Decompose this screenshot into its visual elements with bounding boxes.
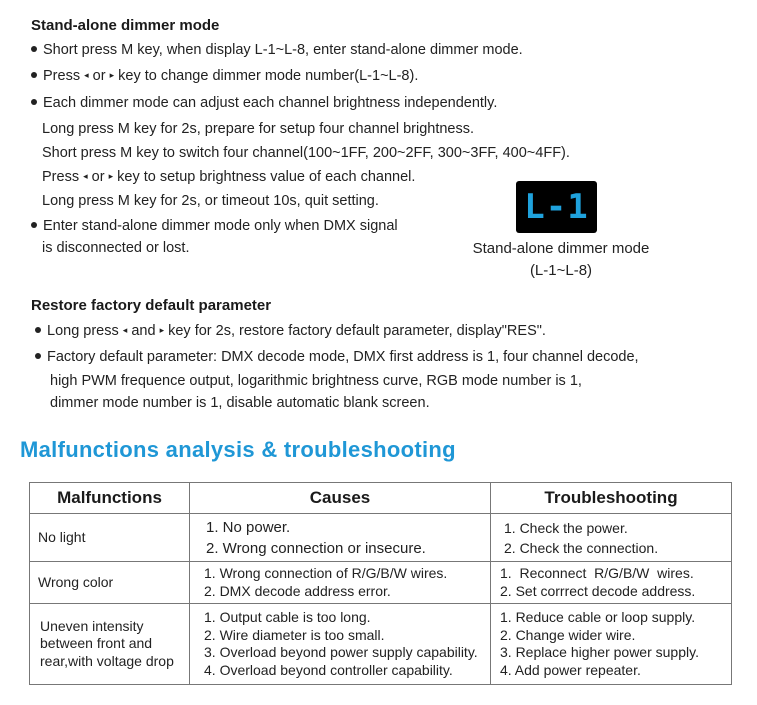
malfunction-cell: [30, 514, 190, 562]
cause-text: 2. DMX decode address error.: [204, 582, 391, 599]
malfunction-cell: [30, 604, 190, 685]
fix-text: 4. Add power repeater.: [500, 661, 641, 678]
standalone-bullet-3: Each dimmer mode can adjust each channel brightness independently.: [31, 95, 497, 111]
header-troubleshooting: Troubleshooting: [491, 483, 732, 514]
header-causes: Causes: [190, 483, 491, 514]
restore-line-4: dimmer mode number is 1, disable automatic blank screen.: [50, 395, 430, 411]
fix-text: 1. Check the power.: [504, 519, 628, 536]
bullet-icon: [31, 46, 37, 52]
table-row: [30, 604, 732, 685]
fix-cell: [491, 562, 732, 604]
fix-text: 3. Replace higher power supply.: [500, 644, 699, 660]
fix-text: 2. Set corrrect decode address.: [500, 582, 696, 599]
display-caption-line-2: (L-1~L-8): [529, 262, 593, 279]
causes-cell: [190, 604, 491, 685]
bullet-icon: [31, 72, 37, 78]
fix-text: 1. Reconnect R/G/B/W wires.: [500, 565, 694, 581]
standalone-bullet-2: Press ◂ or ▸ key to change dimmer mode number(L-1~L-8).: [31, 68, 418, 84]
malfunction-text: between front and: [40, 635, 153, 652]
fix-text: 2. Change wider wire.: [500, 626, 636, 643]
bullet-icon: [31, 99, 37, 105]
table-row: [30, 562, 732, 604]
causes-cell: [190, 514, 491, 562]
header-malfunctions: Malfunctions: [30, 483, 190, 514]
right-arrow-icon: ▸: [108, 171, 114, 181]
standalone-bullet-1: Short press M key, when display L-1~L-8, enter stand-alone dimmer mode.: [31, 42, 523, 58]
display-caption-line-1: Stand-alone dimmer mode: [472, 240, 650, 257]
standalone-line-5: Short press M key to switch four channel(100~1FF, 200~2FF, 300~3FF, 400~4FF).: [42, 145, 570, 161]
right-arrow-icon: ▸: [159, 325, 165, 335]
fix-text: 2. Check the connection.: [504, 539, 659, 556]
standalone-line-7: Long press M key for 2s, or timeout 10s, quit setting.: [42, 193, 379, 209]
cause-text: 1. Output cable is too long.: [204, 609, 371, 625]
standalone-title: Stand-alone dimmer mode: [31, 17, 220, 34]
standalone-line-6: Press ◂ or ▸ key to setup brightness value of each channel.: [42, 169, 416, 185]
malfunction-text: Uneven intensity: [40, 617, 144, 634]
restore-title: Restore factory default parameter: [31, 297, 272, 314]
right-arrow-icon: ▸: [109, 70, 115, 80]
causes-cell: [190, 562, 491, 604]
cause-text: 2. Wire diameter is too small.: [204, 626, 385, 643]
cause-text: 1. No power.: [206, 518, 291, 536]
fix-cell: [491, 604, 732, 685]
malfunctions-table: [29, 482, 732, 685]
standalone-line-9: is disconnected or lost.: [42, 240, 190, 256]
restore-bullet-1: Long press ◂ and ▸ key for 2s, restore factory default parameter, display"RES".: [35, 323, 546, 339]
malfunction-text: Wrong color: [38, 573, 114, 590]
fix-cell: [491, 514, 732, 562]
table-row: [30, 514, 732, 562]
cause-text: 4. Overload beyond controller capability.: [204, 661, 453, 678]
fix-text: 1. Reduce cable or loop supply.: [500, 609, 696, 625]
bullet-icon: [35, 327, 41, 333]
cause-text: 2. Wrong connection or insecure.: [206, 539, 426, 557]
standalone-line-4: Long press M key for 2s, prepare for setup four channel brightness.: [42, 121, 475, 137]
bullet-icon: [31, 222, 37, 228]
left-arrow-icon: ◂: [84, 70, 89, 80]
cause-text: 3. Overload beyond power supply capability.: [204, 644, 478, 660]
left-arrow-icon: ◂: [83, 171, 88, 181]
malfunctions-section-title: Malfunctions analysis & troubleshooting: [20, 437, 456, 462]
lcd-display-text: L-1: [524, 187, 589, 227]
lcd-display: [516, 181, 597, 233]
cause-text: 1. Wrong connection of R/G/B/W wires.: [204, 565, 448, 581]
table-header-row: [30, 483, 732, 514]
malfunction-cell: [30, 562, 190, 604]
malfunction-text: rear,with voltage drop: [40, 652, 174, 669]
bullet-icon: [35, 353, 41, 359]
restore-line-3: high PWM frequence output, logarithmic brightness curve, RGB mode number is 1,: [50, 373, 582, 389]
standalone-bullet-8: Enter stand-alone dimmer mode only when DMX signal: [31, 218, 398, 234]
left-arrow-icon: ◂: [122, 325, 128, 335]
restore-bullet-2: Factory default parameter: DMX decode mode, DMX first address is 1, four channel decode,: [35, 349, 639, 365]
malfunction-text: No light: [38, 528, 86, 545]
